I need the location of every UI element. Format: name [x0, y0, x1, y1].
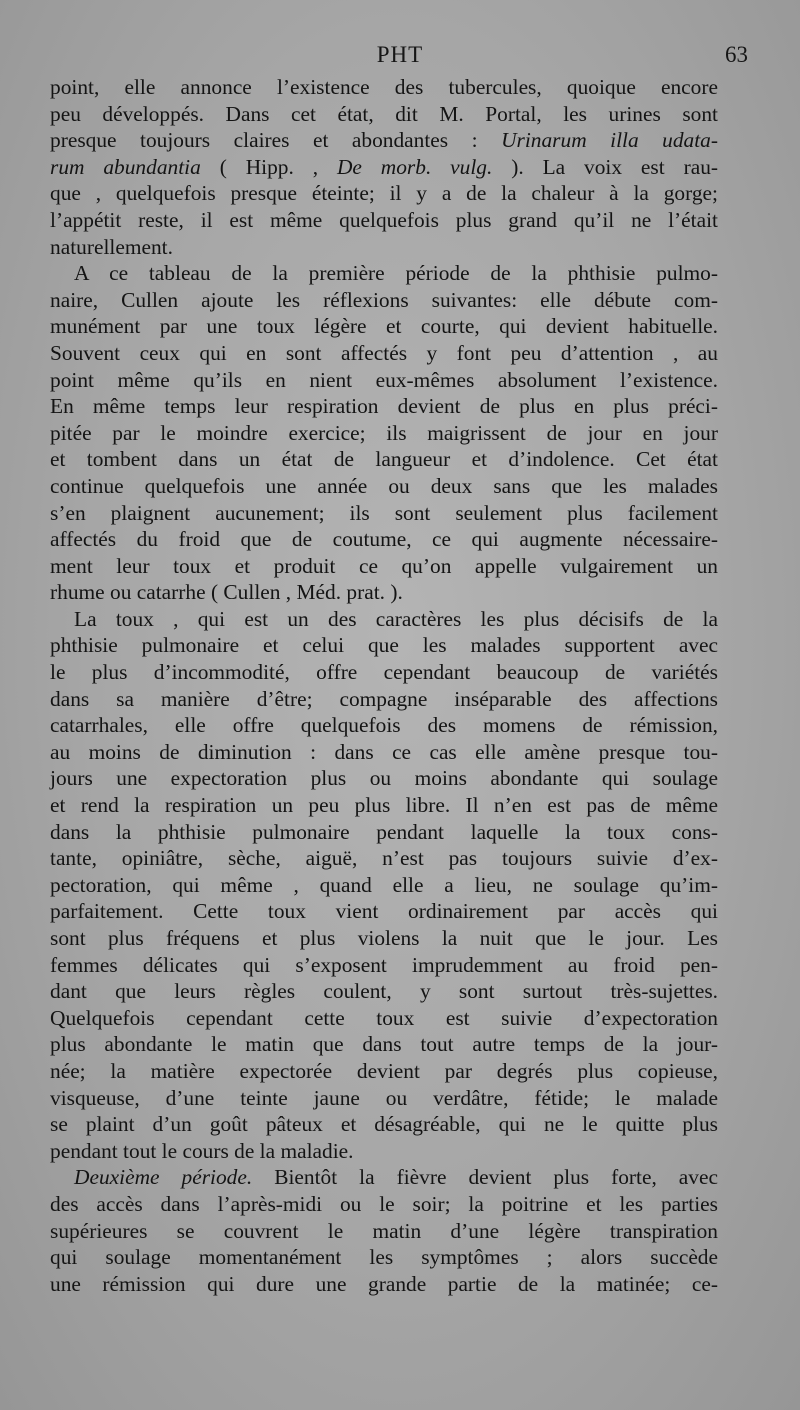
- text-run: tante, opiniâtre, sèche, aiguë, n’est pas toujours suivie d’ex-: [50, 846, 718, 871]
- body-text: [50, 74, 718, 1297]
- text-run: née; la matière expectorée devient par degrés plus copieuse,: [50, 1058, 718, 1083]
- text-run: pectoration, qui même , quand elle a lieu, ne soulage qu’im-: [50, 872, 718, 897]
- text-run: ).: [385, 580, 403, 605]
- italic-text: Urinarum illa udata-: [501, 128, 719, 153]
- text-run: parfaitement. Cette toux vient ordinairement par accès qui: [50, 899, 718, 924]
- text-line: [50, 234, 718, 261]
- text-line: [50, 154, 718, 181]
- text-run: Quelquefois cependant cette toux est suivie d’expectoration: [50, 1005, 718, 1030]
- text-line: [50, 260, 718, 287]
- italic-text: Deuxième période.: [74, 1165, 253, 1190]
- text-line: [50, 898, 718, 925]
- text-run: une rémission qui dure une grande partie de la matinée; ce-: [50, 1271, 718, 1296]
- text-run: Bientôt la fièvre devient plus forte, avec: [252, 1165, 718, 1190]
- text-line: [50, 420, 718, 447]
- paragraph: [50, 1164, 718, 1297]
- text-run: jours une expectoration plus ou moins abondante qui soulage: [50, 766, 718, 791]
- text-run: ( Hipp. ,: [200, 154, 337, 179]
- text-run: dans sa manière d’être; compagne inséparable des affections: [50, 686, 718, 711]
- text-run: qui soulage momentanément les symptômes ; alors succède: [50, 1245, 718, 1270]
- text-line: [50, 473, 718, 500]
- text-run: naturellement.: [50, 234, 173, 259]
- text-run: point, elle annonce l’existence des tubercules, quoique encore: [50, 75, 718, 99]
- text-run: et rend la respiration un peu plus libre. Il n’en est pas de même: [50, 793, 718, 818]
- text-line: [50, 606, 718, 633]
- text-line: [50, 1085, 718, 1112]
- text-line: [50, 553, 718, 580]
- text-run: l’appétit reste, il est même quelquefois plus grand qu’il ne l’était: [50, 207, 718, 232]
- text-line: [50, 579, 718, 606]
- text-line: [50, 1164, 718, 1191]
- text-run: et tombent dans un état de langueur et d’indolence. Cet état: [50, 447, 718, 472]
- text-line: [50, 393, 718, 420]
- paragraph: [50, 606, 718, 1164]
- text-run: dans la phthisie pulmonaire pendant laquelle la toux cons-: [50, 819, 718, 844]
- text-line: [50, 180, 718, 207]
- text-line: [50, 127, 718, 154]
- text-run: que , quelquefois presque éteinte; il y a de la chaleur à la gorge;: [50, 181, 718, 206]
- text-line: [50, 313, 718, 340]
- text-line: [50, 446, 718, 473]
- text-line: [50, 500, 718, 527]
- text-run: se plaint d’un goût pâteux et désagréable, qui ne le quitte plus: [50, 1112, 718, 1137]
- text-run: des accès dans l’après-midi ou le soir; la poitrine et les parties: [50, 1191, 718, 1216]
- text-run: Méd. prat.: [296, 580, 386, 605]
- text-run: continue quelquefois une année ou deux sans que les malades: [50, 473, 718, 498]
- text-line: [50, 287, 718, 314]
- text-line: [50, 819, 718, 846]
- text-line: [50, 632, 718, 659]
- text-line: [50, 1031, 718, 1058]
- text-run: femmes délicates qui s’exposent imprudemment au froid pen-: [50, 952, 718, 977]
- running-title: PHT: [376, 42, 424, 67]
- italic-text: De morb. vulg.: [336, 154, 493, 179]
- text-run: En même temps leur respiration devient de plus en plus préci-: [50, 394, 718, 419]
- text-line: [50, 765, 718, 792]
- text-line: [50, 340, 718, 367]
- text-line: [50, 952, 718, 979]
- text-line: [50, 207, 718, 234]
- text-run: catarrhales, elle offre quelquefois des momens de rémission,: [50, 713, 718, 738]
- text-run: rhume ou catarrhe ( Cullen ,: [50, 580, 297, 605]
- text-run: plus abondante le matin que dans tout autre temps de la jour-: [50, 1032, 718, 1057]
- text-run: point même qu’ils en nient eux-mêmes absolument l’existence.: [50, 367, 718, 392]
- text-line: [50, 101, 718, 128]
- text-line: [50, 739, 718, 766]
- text-run: La toux , qui est un des caractères les plus décisifs de la: [74, 606, 718, 631]
- text-line: [50, 872, 718, 899]
- text-line: [50, 978, 718, 1005]
- paragraph: [50, 74, 718, 260]
- text-line: [50, 712, 718, 739]
- page-number: 63: [725, 42, 748, 67]
- text-line: [50, 925, 718, 952]
- text-line: [50, 1218, 718, 1245]
- text-line: [50, 74, 718, 101]
- text-line: [50, 1111, 718, 1138]
- text-run: naire, Cullen ajoute les réflexions suivantes: elle débute com-: [50, 287, 718, 312]
- text-line: [50, 1271, 718, 1298]
- text-run: ment leur toux et produit ce qu’on appelle vulgairement un: [50, 553, 718, 578]
- text-line: [50, 367, 718, 394]
- text-run: dant que leurs règles coulent, y sont surtout très-sujettes.: [50, 979, 718, 1004]
- text-run: sont plus fréquens et plus violens la nuit que le jour. Les: [50, 926, 718, 950]
- text-run: au moins de diminution : dans ce cas elle amène presque tou-: [50, 739, 718, 764]
- text-line: [50, 686, 718, 713]
- text-run: presque toujours claires et abondantes :: [50, 128, 502, 153]
- text-run: phthisie pulmonaire et celui que les malades supportent avec: [50, 633, 718, 658]
- text-run: s’en plaignent aucunement; ils sont seulement plus facilement: [50, 500, 718, 525]
- text-line: [50, 526, 718, 553]
- text-run: affectés du froid que de coutume, ce qui augmente nécessaire-: [50, 527, 718, 552]
- text-run: supérieures se couvrent le matin d’une légère transpiration: [50, 1218, 718, 1243]
- text-line: [50, 1138, 718, 1165]
- text-line: [50, 659, 718, 686]
- text-line: [50, 1244, 718, 1271]
- text-run: A ce tableau de la première période de la phthisie pulmo-: [74, 261, 718, 286]
- text-line: [50, 1191, 718, 1218]
- page-header: [52, 42, 748, 76]
- text-line: [50, 792, 718, 819]
- text-run: pendant tout le cours de la maladie.: [50, 1138, 354, 1163]
- text-line: [50, 1058, 718, 1085]
- text-line: [50, 845, 718, 872]
- text-run: ). La voix est rau-: [492, 154, 719, 179]
- text-run: peu développés. Dans cet état, dit M. Portal, les urines sont: [50, 101, 718, 126]
- text-run: visqueuse, d’une teinte jaune ou verdâtre, fétide; le malade: [50, 1085, 718, 1110]
- italic-text: rum abundantia: [50, 154, 201, 179]
- text-run: munément par une toux légère et courte, qui devient habituelle.: [50, 314, 718, 339]
- paragraph: [50, 260, 718, 606]
- text-line: [50, 1005, 718, 1032]
- text-run: le plus d’incommodité, offre cependant beaucoup de variétés: [50, 660, 718, 685]
- text-run: pitée par le moindre exercice; ils maigrissent de jour en jour: [50, 420, 718, 445]
- text-run: Souvent ceux qui en sont affectés y font peu d’attention , au: [50, 340, 718, 365]
